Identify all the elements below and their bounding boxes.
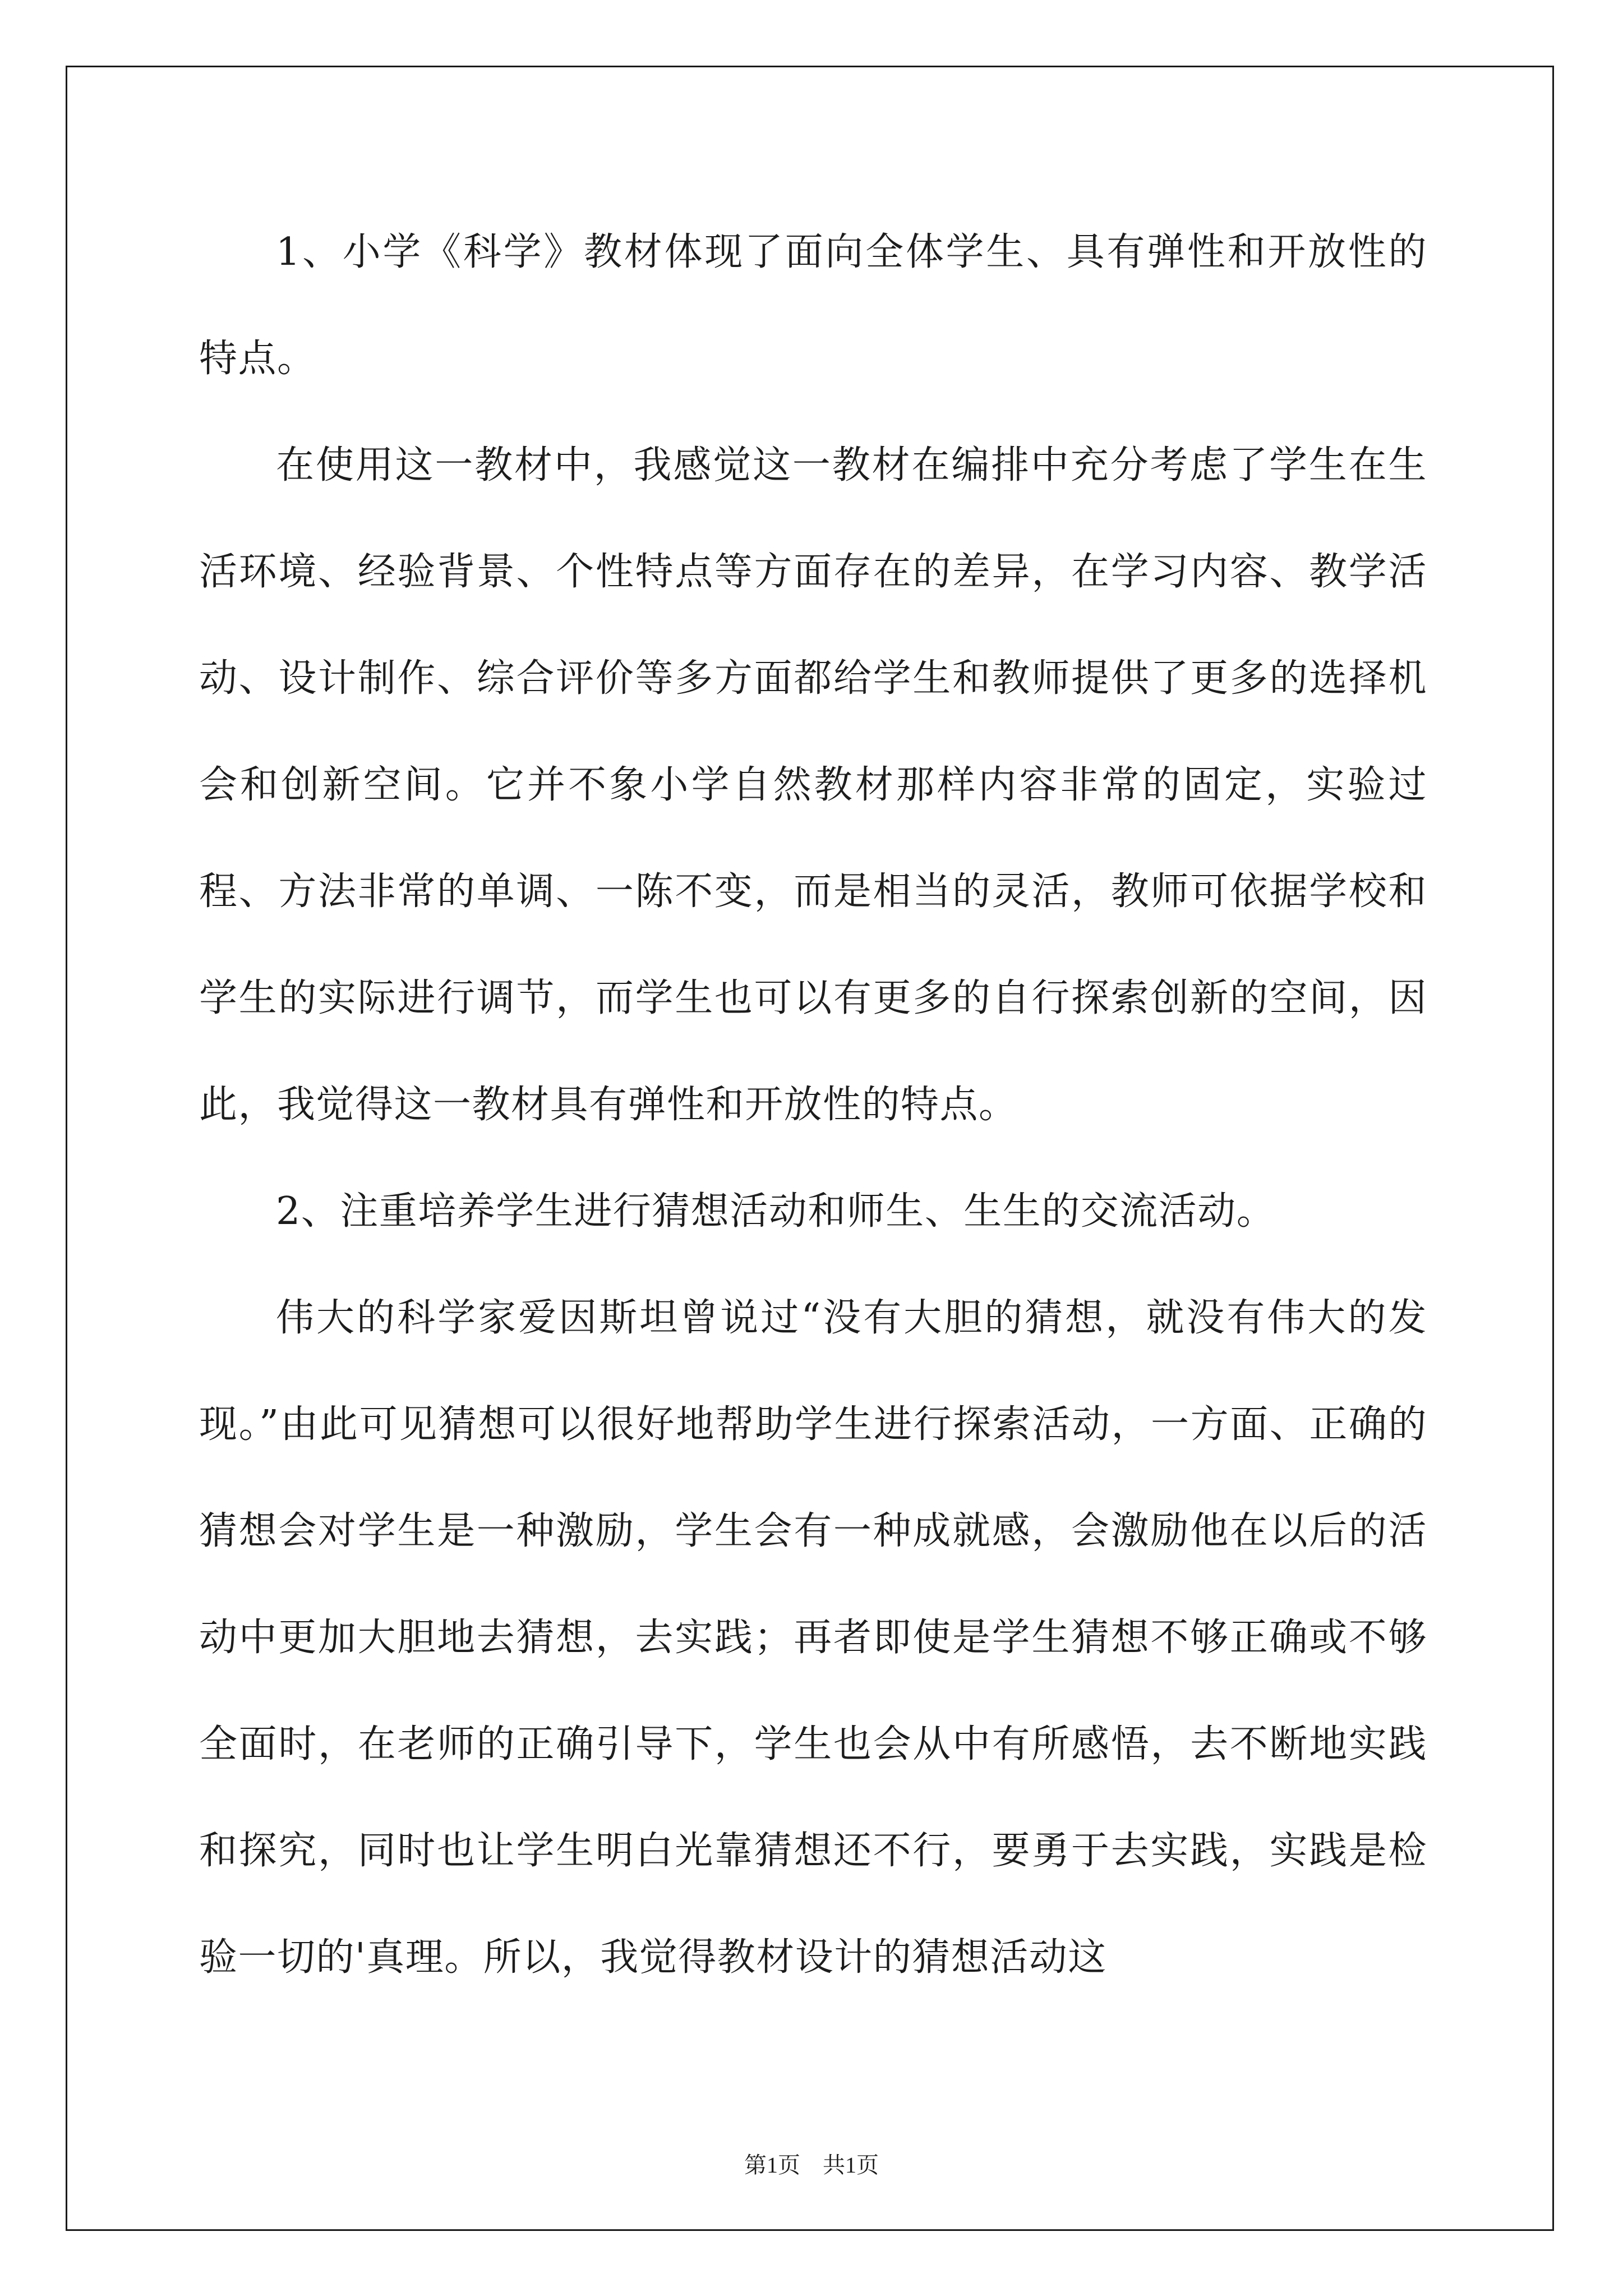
paragraph-2: 在使用这一教材中，我感觉这一教材在编排中充分考虑了学生在生活环境、经验背景、个性特点等方面存在的差异，在学习内容、教学活动、设计制作、综合评价等多方面都给学生和教师提供了更多的选择机会和创新空间。它并不象小学自然教材那样内容非常的固定，实验过程、方法非常的单调、一陈不变，而是相当的灵活，教师可依据学校和学生的实际进行调节，而学生也可以有更多的自行探索创新的空间，因此，我觉得这一教材具有弹性和开放性的特点。	[199, 443, 1427, 1127]
paragraph-4: 伟大的科学家爱因斯坦曾说过“没有大胆的猜想，就没有伟大的发现。”由此可见猜想可以很好地帮助学生进行探索活动，一方面、正确的猜想会对学生是一种激励，学生会有一种成就感，会激励他在以后的活动中更加大胆地去猜想，去实践；再者即使是学生猜想不够正确或不够全面时，在老师的正确引导下，学生也会从中有所感悟，去不断地实践和探究，同时也让学生明白光靠猜想还不行，要勇于去实践，实践是检验一切的'真理。所以，我觉得教材设计的猜想活动这	[199, 1296, 1427, 1980]
page-total: 共1页	[823, 2152, 879, 2178]
document-body	[199, 199, 1427, 2011]
page-number: 第1页	[744, 2152, 800, 2178]
paragraph-1: 1、小学《科学》教材体现了面向全体学生、具有弹性和开放性的特点。	[199, 230, 1427, 381]
page-footer	[0, 2151, 1623, 2179]
paragraph-3: 2、注重培养学生进行猜想活动和师生、生生的交流活动。	[276, 1189, 1276, 1234]
